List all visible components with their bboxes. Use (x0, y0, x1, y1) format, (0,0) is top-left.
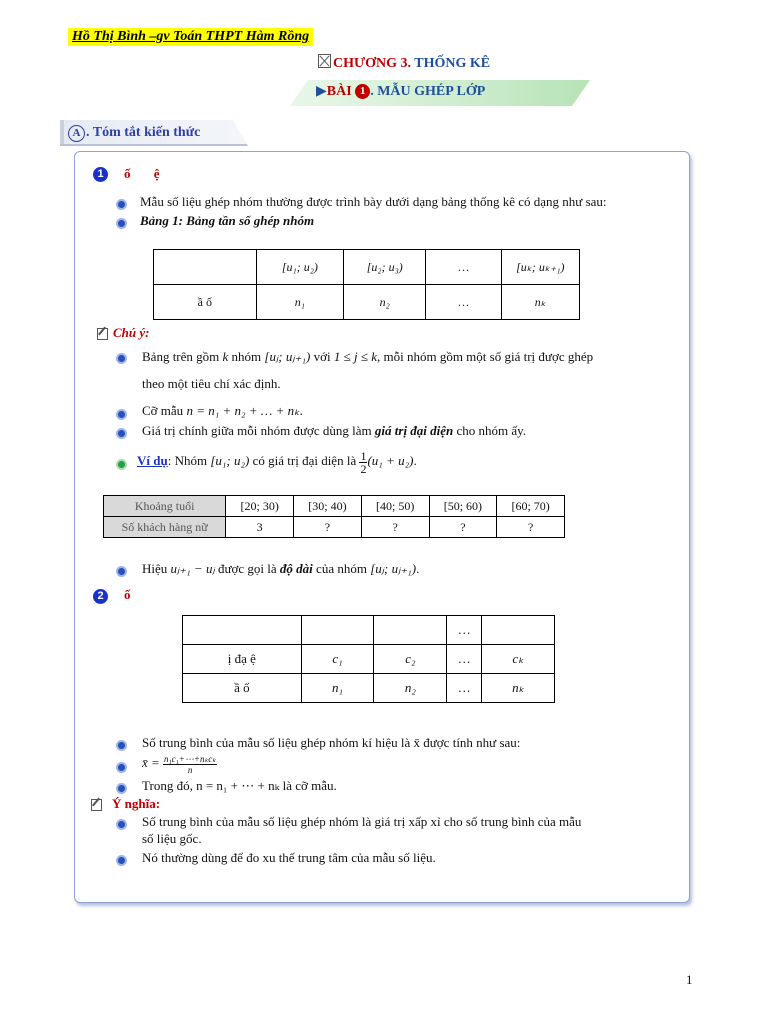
table-grouped-frequency (153, 249, 580, 320)
example-line: Ví dụ: Nhóm [u₁; u₂) có giá trị đại diện là $\frac{1}{2}$ (u₁ + u₂). (137, 448, 417, 476)
table-cell: n₁ (256, 285, 343, 320)
part1-bullet-1: Mẫu số liệu ghép nhóm thường được trình bày dưới dạng bảng thống kê có dạng như sau: (140, 194, 607, 209)
play-icon: ▶ (316, 84, 327, 99)
lesson-name: . MẪU GHÉP LỚP (370, 84, 486, 99)
table1-caption: Bảng 1: Bảng tần số ghép nhóm (140, 213, 315, 228)
table-cell: c₁ (301, 645, 374, 674)
meaning-1: Số trung bình của mẫu số liệu ghép nhóm là giá trị xấp xỉ cho số trung bình của mẫu (142, 814, 582, 829)
table-cell (301, 616, 374, 645)
meaning-label: Ý nghĩa: (112, 796, 161, 811)
table-cell: [u₂; u₃) (344, 250, 426, 285)
part2-heading: ố (124, 587, 141, 602)
table-row (183, 674, 555, 703)
meaning-2: Nó thường dùng để đo xu thế trung tâm của mẫu số liệu. (142, 850, 436, 865)
table-cell (154, 250, 257, 285)
table-cell: ầ ố (154, 285, 257, 320)
lesson-number-badge: 1 (355, 84, 370, 99)
table-row (154, 285, 580, 320)
table-cell: [40; 50) (361, 496, 429, 517)
bullet-icon (116, 409, 127, 420)
table-cell: nₖ (501, 285, 579, 320)
table-cell: [uₖ; uₖ₊₁) (501, 250, 579, 285)
lesson-prefix: BÀI (326, 84, 352, 99)
table-cell: [30; 40) (294, 496, 362, 517)
table-cell: n₂ (374, 674, 447, 703)
table-cell: Khoảng tuổi (104, 496, 226, 517)
table-row (183, 616, 555, 645)
mean-definition: Số trung bình của mẫu số liệu ghép nhóm kí hiệu là x̄ được tính như sau: (142, 735, 521, 750)
chapter-title (318, 54, 490, 72)
page-number: 1 (686, 972, 693, 987)
table-cell: n₁ (301, 674, 374, 703)
bullet-icon (116, 353, 127, 364)
part2-number-badge: 2 (93, 589, 108, 604)
bullet-icon (116, 566, 127, 577)
part1-number-badge: 1 (93, 167, 108, 182)
bullet-icon (116, 428, 127, 439)
table-cell: ? (497, 517, 565, 538)
table-cell: … (426, 285, 501, 320)
bullet-icon (116, 783, 127, 794)
table-cell (374, 616, 447, 645)
bullet-icon (116, 855, 127, 866)
section-letter-badge: A (68, 125, 85, 142)
table-age-groups (103, 495, 565, 538)
table-cell: … (447, 674, 482, 703)
table-cell: ? (361, 517, 429, 538)
chapter-name: THỐNG KÊ (414, 56, 491, 71)
table-cell: c₂ (374, 645, 447, 674)
bullet-icon (116, 819, 127, 830)
table-cell: 3 (226, 517, 294, 538)
table-cell: [50; 60) (429, 496, 497, 517)
table-row (104, 517, 565, 538)
table-cell: ị đạ ệ (183, 645, 302, 674)
part1-heading: ố ệ (124, 166, 170, 181)
bullet-icon (116, 762, 127, 773)
table-cell (482, 616, 555, 645)
table-cell: ? (429, 517, 497, 538)
section-title (68, 125, 200, 142)
lesson-title (316, 83, 485, 100)
table-cell: … (447, 616, 482, 645)
table-cell: … (447, 645, 482, 674)
table-cell: Số khách hàng nữ (104, 517, 226, 538)
note-label: Chú ý: (113, 325, 150, 340)
note-midpoint: Giá trị chính giữa mỗi nhóm được dùng làm giá trị đại diện cho nhóm ấy. (142, 423, 527, 438)
meaning-1-continued: số liệu gốc. (142, 831, 202, 846)
mean-where: Trong đó, n = n₁ + ⋯ + nₖ là cỡ mẫu. (142, 778, 337, 793)
mean-formula: x̄ = $\frac{\text{n₁c₁+⋯+nₖcₖ}}{n}$ (142, 753, 217, 775)
table-cell: ầ ố (183, 674, 302, 703)
note-icon (91, 799, 102, 811)
table-cell: cₖ (482, 645, 555, 674)
table-cell: [20; 30) (226, 496, 294, 517)
chapter-prefix: CHƯƠNG 3. (333, 56, 412, 71)
checkbox-icon (318, 54, 331, 68)
table-cell: nₖ (482, 674, 555, 703)
length-note: Hiệu uⱼ₊₁ − uⱼ được gọi là độ dài của nhóm [uⱼ; uⱼ₊₁). (142, 561, 420, 576)
bullet-icon (116, 740, 127, 751)
table-cell: … (426, 250, 501, 285)
table-representative-values (182, 615, 555, 703)
table-cell: [60; 70) (497, 496, 565, 517)
table-cell: n₂ (344, 285, 426, 320)
note-1-continued: theo một tiêu chí xác định. (142, 376, 281, 391)
note-icon (97, 328, 108, 340)
table-cell: ? (294, 517, 362, 538)
bullet-icon (116, 218, 127, 229)
table-cell (183, 616, 302, 645)
table-cell: [u₁; u₂) (256, 250, 343, 285)
bullet-icon (116, 199, 127, 210)
section-title-text: . Tóm tắt kiến thức (86, 125, 201, 140)
table-row (154, 250, 580, 285)
note-1: Bảng trên gồm k nhóm [uⱼ; uⱼ₊₁) với 1 ≤ j ≤ k, mỗi nhóm gồm một số giá trị được ghép (142, 349, 594, 364)
author-banner: Hồ Thị Bình –gv Toán THPT Hàm Rồng (68, 28, 313, 46)
table-row (183, 645, 555, 674)
note-sample-size: Cỡ mẫu n = n₁ + n₂ + … + nₖ. (142, 403, 303, 418)
example-bullet-icon (116, 459, 127, 470)
table-row (104, 496, 565, 517)
